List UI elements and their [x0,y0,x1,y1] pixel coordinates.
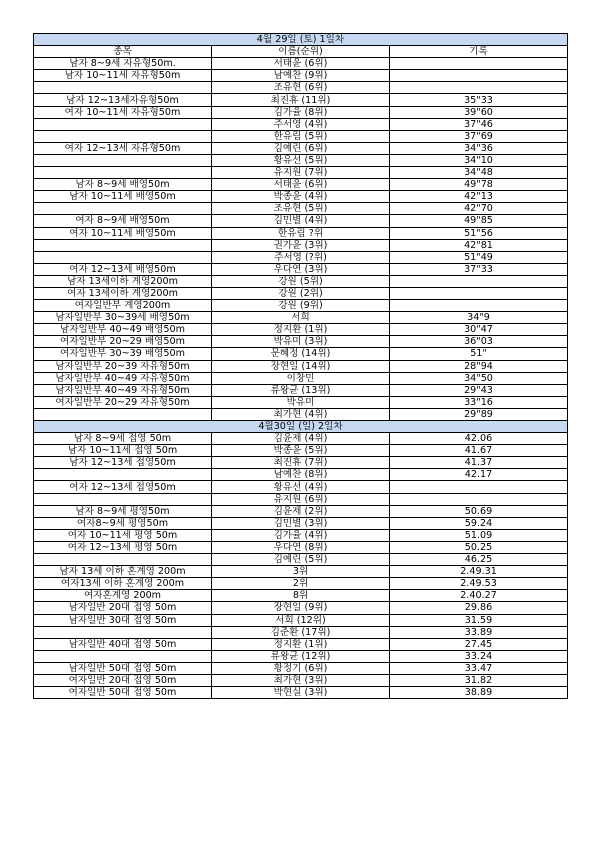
name-rank-cell: 정지환 (1위) [212,638,390,650]
table-row [34,324,568,336]
table-row [34,348,568,360]
event-cell [34,626,212,638]
table-row [34,191,568,203]
name-rank-cell: 남예찬 (9위) [212,70,390,82]
name-rank-cell: 박종윤 (5위) [212,445,390,457]
table-row [34,614,568,626]
table-row [34,360,568,372]
name-rank-cell: 정지환 (1위) [212,324,390,336]
table-row [34,529,568,541]
name-rank-cell: 박종윤 (4위) [212,191,390,203]
name-rank-cell: 이창민 [212,372,390,384]
table-row [34,554,568,566]
table-row [34,541,568,553]
table-row [34,130,568,142]
record-cell: 34"48 [390,167,568,179]
name-rank-cell: 황유선 (5위) [212,154,390,166]
table-row [34,638,568,650]
record-cell: 51" [390,348,568,360]
event-cell: 여자일반부 30~39 배영50m [34,348,212,360]
record-cell [390,58,568,70]
table-row [34,142,568,154]
record-cell: 33.47 [390,662,568,674]
name-rank-cell: 3위 [212,566,390,578]
event-cell [34,130,212,142]
table-row [34,251,568,263]
table-row [34,674,568,686]
name-rank-cell: 조유현 (5위) [212,203,390,215]
table-row [34,94,568,106]
table-row [34,650,568,662]
event-cell: 남자 8~9세 평영50m [34,505,212,517]
table-row [34,396,568,408]
event-cell: 여자13세 이하 혼계영 200m [34,578,212,590]
table-row [34,469,568,481]
name-rank-cell: 강원 (2위) [212,287,390,299]
event-cell [34,650,212,662]
table-row [34,167,568,179]
table-row [34,227,568,239]
column-header-event: 종목 [34,46,212,58]
event-cell [34,408,212,420]
event-cell: 여자일반부 계영200m [34,300,212,312]
event-cell: 남자 8~9세 접영 50m [34,433,212,445]
table-row [34,336,568,348]
event-cell: 여자 12~13세 자유형50m [34,142,212,154]
name-rank-cell: 한유림 (5위) [212,130,390,142]
record-cell: 49"78 [390,179,568,191]
table-row [34,275,568,287]
event-cell: 남자 8~9세 자유형50m. [34,58,212,70]
column-header-row [34,46,568,58]
event-cell: 남자일반 30대 접영 50m [34,614,212,626]
record-cell [390,82,568,94]
record-cell: 34"50 [390,372,568,384]
record-cell: 37"33 [390,263,568,275]
record-cell: 30"47 [390,324,568,336]
record-cell: 49"85 [390,215,568,227]
event-cell [34,82,212,94]
name-rank-cell: 최가현 (4위) [212,408,390,420]
record-cell: 33"16 [390,396,568,408]
table-row [34,179,568,191]
event-cell [34,469,212,481]
event-cell [34,554,212,566]
record-cell: 2.40.27 [390,590,568,602]
event-cell: 여자 12~13세 배영50m [34,263,212,275]
name-rank-cell: 유지원 (6위) [212,493,390,505]
name-rank-cell: 남예찬 (8위) [212,469,390,481]
table-row [34,408,568,420]
table-row [34,372,568,384]
name-rank-cell: 류왕균 (12위) [212,650,390,662]
table-row [34,457,568,469]
name-rank-cell: 권가윤 (3위) [212,239,390,251]
name-rank-cell: 한유림 ?위 [212,227,390,239]
event-cell: 남자 8~9세 배영50m [34,179,212,191]
event-cell: 남자일반 50대 접영 50m [34,662,212,674]
record-cell: 29"89 [390,408,568,420]
name-rank-cell: 김가율 (4위) [212,529,390,541]
name-rank-cell: 주서영 (?위) [212,251,390,263]
event-cell: 여자 12~13세 평영 50m [34,541,212,553]
record-cell: 42"81 [390,239,568,251]
table-row [34,263,568,275]
event-cell: 여자 8~9세 배영50m [34,215,212,227]
column-header-record: 기록 [390,46,568,58]
event-cell: 여자일반부 20~29 배영50m [34,336,212,348]
table-row [34,384,568,396]
record-cell: 29"43 [390,384,568,396]
table-row [34,578,568,590]
name-rank-cell: 서태윤 (6위) [212,58,390,70]
table-row [34,154,568,166]
event-cell: 남자 12~13세 접영50m [34,457,212,469]
record-cell: 36"03 [390,336,568,348]
table-row [34,481,568,493]
name-rank-cell: 최가현 (3위) [212,674,390,686]
record-cell: 42"13 [390,191,568,203]
table-row [34,445,568,457]
table-row [34,662,568,674]
record-cell: 35"33 [390,94,568,106]
name-rank-cell: 박유미 [212,396,390,408]
name-rank-cell: 강원 (9위) [212,300,390,312]
event-cell: 남자일반부 40~49 배영50m [34,324,212,336]
record-cell: 37"69 [390,130,568,142]
record-cell: 50.69 [390,505,568,517]
event-cell: 여자 10~11세 자유형50m [34,106,212,118]
record-cell: 33.89 [390,626,568,638]
record-cell: 2.49.31 [390,566,568,578]
event-cell: 여자 10~11세 평영 50m [34,529,212,541]
record-cell: 41.37 [390,457,568,469]
column-header-name-rank: 이름(순위) [212,46,390,58]
name-rank-cell: 김예린 (5위) [212,554,390,566]
event-cell: 남자 13세이하 계영200m [34,275,212,287]
name-rank-cell: 우다연 (3위) [212,263,390,275]
record-cell: 42"70 [390,203,568,215]
day1-title: 4월 29일 (토) 1일차 [34,34,568,46]
table-row [34,118,568,130]
record-cell: 38.89 [390,687,568,699]
record-cell: 34"9 [390,312,568,324]
name-rank-cell: 서희 (12위) [212,614,390,626]
table-row [34,203,568,215]
name-rank-cell: 황유선 (4위) [212,481,390,493]
record-cell: 31.82 [390,674,568,686]
table-row [34,300,568,312]
record-cell: 34"36 [390,142,568,154]
table-row [34,590,568,602]
record-cell: 51"49 [390,251,568,263]
record-cell: 33.24 [390,650,568,662]
name-rank-cell: 김민별 (4위) [212,215,390,227]
name-rank-cell: 박현실 (3위) [212,687,390,699]
name-rank-cell: 2위 [212,578,390,590]
record-cell: 34"10 [390,154,568,166]
event-cell: 여자일반 20대 접영 50m [34,674,212,686]
day2-title: 4월30일 (일) 2일차 [34,421,568,433]
name-rank-cell: 김윤제 (4위) [212,433,390,445]
record-cell: 28"94 [390,360,568,372]
record-cell: 37"46 [390,118,568,130]
name-rank-cell: 서태윤 (6위) [212,179,390,191]
name-rank-cell: 류왕균 (13위) [212,384,390,396]
name-rank-cell: 박유미 (3위) [212,336,390,348]
event-cell: 남자일반부 40~49 자유형50m [34,372,212,384]
record-cell: 39"60 [390,106,568,118]
record-cell [390,275,568,287]
table-row [34,626,568,638]
name-rank-cell: 김준환 (17위) [212,626,390,638]
record-cell: 51"56 [390,227,568,239]
record-cell: 42.17 [390,469,568,481]
event-cell: 남자 10~11세 배영50m [34,191,212,203]
table-row [34,312,568,324]
name-rank-cell: 김민별 (3위) [212,517,390,529]
event-cell [34,493,212,505]
event-cell: 여자일반부 20~29 자유형50m [34,396,212,408]
table-row [34,82,568,94]
table-row [34,517,568,529]
record-cell: 31.59 [390,614,568,626]
event-cell: 여자혼계영 200m [34,590,212,602]
event-cell: 남자 10~11세 자유형50m [34,70,212,82]
event-cell: 여자 12~13세 접영50m [34,481,212,493]
event-cell [34,154,212,166]
record-cell: 46.25 [390,554,568,566]
record-cell: 29.86 [390,602,568,614]
table-row [34,433,568,445]
event-cell [34,118,212,130]
table-row [34,687,568,699]
table-row [34,493,568,505]
record-cell: 41.67 [390,445,568,457]
day2-section-header [34,421,568,433]
record-cell: 2.49.53 [390,578,568,590]
event-cell: 여자일반 50대 접영 50m [34,687,212,699]
event-cell: 남자일반 20대 접영 50m [34,602,212,614]
event-cell: 남자 10~11세 접영 50m [34,445,212,457]
record-cell: 27.45 [390,638,568,650]
table-row [34,505,568,517]
table-row [34,70,568,82]
table-row [34,602,568,614]
event-cell [34,251,212,263]
name-rank-cell: 장현일 (9위) [212,602,390,614]
results-body [34,34,568,699]
record-cell [390,287,568,299]
name-rank-cell: 강원 (5위) [212,275,390,287]
table-row [34,239,568,251]
event-cell: 남자 12~13세자유형50m [34,94,212,106]
name-rank-cell: 서희 [212,312,390,324]
name-rank-cell: 김예린 (6위) [212,142,390,154]
name-rank-cell: 최진휴 (11위) [212,94,390,106]
record-cell [390,481,568,493]
table-row [34,58,568,70]
name-rank-cell: 조유현 (6위) [212,82,390,94]
day1-section-header [34,34,568,46]
record-cell [390,300,568,312]
table-row [34,566,568,578]
table-row [34,287,568,299]
event-cell [34,167,212,179]
record-cell [390,70,568,82]
name-rank-cell: 최진휴 (7위) [212,457,390,469]
event-cell: 남자 13세 이하 혼계영 200m [34,566,212,578]
record-cell: 42.06 [390,433,568,445]
event-cell: 남자일반부 30~39세 배영50m [34,312,212,324]
event-cell: 여자 13세이하 계영200m [34,287,212,299]
name-rank-cell: 장현일 (14위) [212,360,390,372]
event-cell: 남자일반부 20~39 자유형50m [34,360,212,372]
name-rank-cell: 김가율 (8위) [212,106,390,118]
event-cell: 남자일반 40대 접영 50m [34,638,212,650]
event-cell: 여자 10~11세 배영50m [34,227,212,239]
name-rank-cell: 문혜정 (14위) [212,348,390,360]
name-rank-cell: 우다연 (8위) [212,541,390,553]
event-cell: 여자8~9세 평영50m [34,517,212,529]
event-cell [34,203,212,215]
name-rank-cell: 황정기 (6위) [212,662,390,674]
name-rank-cell: 8위 [212,590,390,602]
record-cell [390,493,568,505]
table-row [34,215,568,227]
name-rank-cell: 유지원 (7위) [212,167,390,179]
record-cell: 50.25 [390,541,568,553]
event-cell [34,239,212,251]
table-row [34,106,568,118]
results-table [33,33,568,699]
record-cell: 51.09 [390,529,568,541]
name-rank-cell: 주서영 (4위) [212,118,390,130]
record-cell: 59.24 [390,517,568,529]
name-rank-cell: 김윤제 (2위) [212,505,390,517]
event-cell: 남자일반부 40~49 자유형50m [34,384,212,396]
